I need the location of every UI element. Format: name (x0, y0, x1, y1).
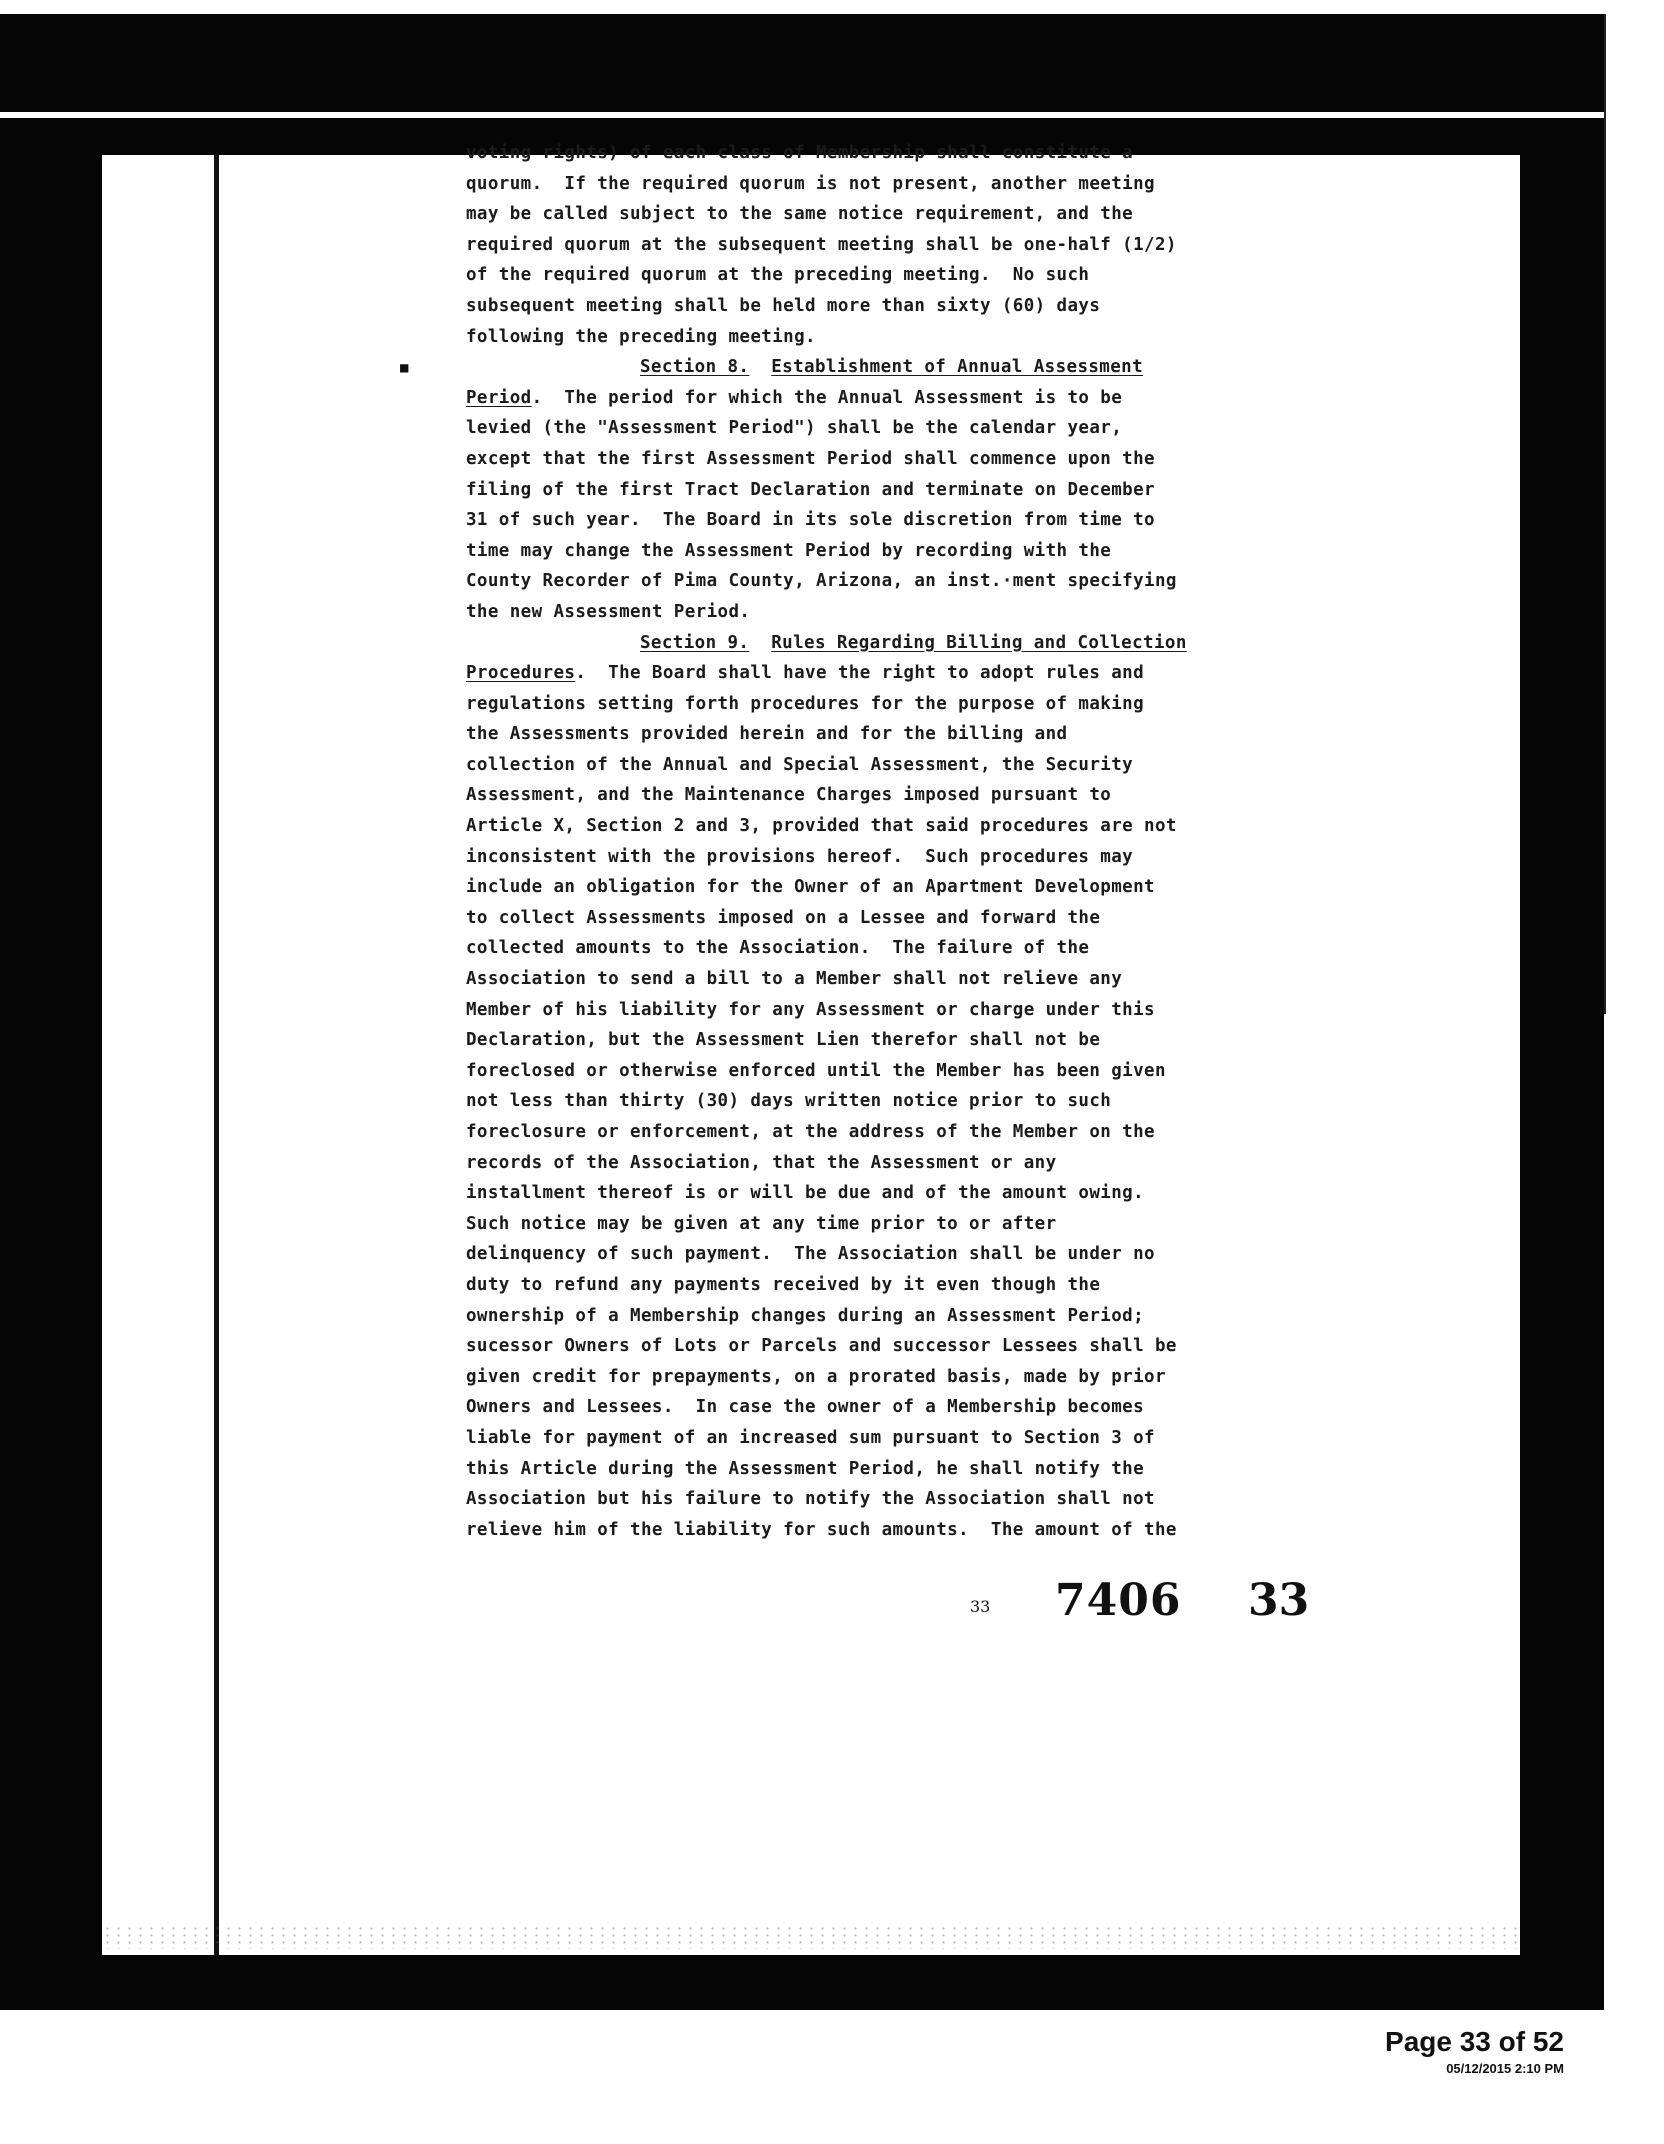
text-line: collected amounts to the Association. The failure of the (466, 938, 1090, 959)
scan-edge-tab (1604, 14, 1640, 1014)
text-line: records of the Association, that the Assessment or any (466, 1152, 1057, 1173)
section-9-first-line (466, 658, 1386, 689)
text-line: Declaration, but the Assessment Lien therefor shall not be (466, 1030, 1101, 1051)
text-line: Article X, Section 2 and 3, provided that said procedures are not (466, 816, 1177, 837)
text-line: to collect Assessments imposed on a Lessee and forward the (466, 907, 1101, 928)
page-number-small: 33 (970, 1597, 991, 1616)
scan-top-gap (0, 112, 1604, 118)
text-line: ownership of a Membership changes during an Assessment Period; (466, 1305, 1145, 1326)
section-9-first-text: . The Board shall have the right to adopt rules and (575, 663, 1145, 684)
text-line: levied (the "Assessment Period") shall be the calendar year, (466, 418, 1123, 439)
text-line: County Recorder of Pima County, Arizona, an inst.·ment specifying (466, 571, 1177, 592)
text-line: installment thereof is or will be due and of the amount owing. (466, 1183, 1145, 1204)
text-line: foreclosed or otherwise enforced until the Member has been given (466, 1060, 1166, 1081)
text-line: quorum. If the required quorum is not present, another meeting (466, 173, 1155, 194)
text-line: liable for payment of an increased sum pursuant to Section 3 of (466, 1427, 1155, 1448)
text-line: filing of the first Tract Declaration and terminate on December (466, 479, 1155, 500)
text-line: relieve him of the liability for such amounts. The amount of the (466, 1519, 1177, 1540)
section-9-number: Section 9. (640, 632, 750, 653)
text-line: 31 of such year. The Board in its sole discretion from time to (466, 510, 1155, 531)
section-9-heading (466, 628, 1386, 659)
margin-mark: ■ (400, 360, 409, 376)
page-counter: Page 33 of 52 (1385, 2026, 1564, 2057)
section-9-title: Rules Regarding Billing and Collection (771, 632, 1187, 653)
text-line: the new Assessment Period. (466, 601, 751, 622)
recording-number: 7406 (1055, 1575, 1182, 1626)
section-8-title-cont: Period (466, 387, 532, 408)
text-line: delinquency of such payment. The Association shall be under no (466, 1244, 1155, 1265)
text-line: required quorum at the subsequent meeting shall be one-half (1/2) (466, 234, 1177, 255)
text-line: sucessor Owners of Lots or Parcels and successor Lessees shall be (466, 1336, 1177, 1357)
text-line: regulations setting forth procedures for the purpose of making (466, 693, 1145, 714)
text-line: given credit for prepayments, on a prorated basis, made by prior (466, 1366, 1166, 1387)
text-line: voting rights) of each class of Membership shall constitute a (466, 143, 1134, 163)
text-line: of the required quorum at the preceding meeting. No such (466, 265, 1090, 286)
binder-line (214, 155, 219, 1955)
text-line: inconsistent with the provisions hereof. Such procedures may (466, 846, 1134, 867)
document-body (466, 138, 1386, 1545)
text-line: duty to refund any payments received by it even though the (466, 1274, 1101, 1295)
text-line: subsequent meeting shall be held more than sixty (60) days (466, 295, 1101, 316)
text-line: the Assessments provided herein and for the billing and (466, 724, 1068, 745)
recording-page-number (970, 1575, 1390, 1635)
scan-noise (102, 1925, 1520, 1949)
section-8-first-line (466, 383, 1386, 414)
text-line: Member of his liability for any Assessment or charge under this (466, 999, 1155, 1020)
page-number-large: 33 (1248, 1575, 1310, 1626)
section-8-first-text: . The period for which the Annual Assessment is to be (531, 387, 1123, 408)
section-8-number: Section 8. (640, 357, 750, 378)
text-line: not less than thirty (30) days written notice prior to such (466, 1091, 1112, 1112)
print-timestamp: 05/12/2015 2:10 PM (1446, 2061, 1564, 2076)
text-line: following the preceding meeting. (466, 326, 816, 347)
text-line: include an obligation for the Owner of an Apartment Development (466, 877, 1155, 898)
text-line: Such notice may be given at any time prior to or after (466, 1213, 1057, 1234)
text-line: Owners and Lessees. In case the owner of a Membership becomes (466, 1397, 1145, 1418)
text-line: Assessment, and the Maintenance Charges imposed pursuant to (466, 785, 1112, 806)
text-line: may be called subject to the same notice requirement, and the (466, 204, 1134, 225)
section-8-title: Establishment of Annual Assessment (771, 357, 1144, 378)
section-9-title-cont: Procedures (466, 663, 576, 684)
text-line: Association but his failure to notify the Association shall not (466, 1489, 1155, 1510)
text-line: Association to send a bill to a Member shall not relieve any (466, 969, 1123, 990)
text-line: foreclosure or enforcement, at the address of the Member on the (466, 1122, 1155, 1142)
text-line: this Article during the Assessment Period, he shall notify the (466, 1458, 1145, 1479)
text-line: time may change the Assessment Period by recording with the (466, 540, 1112, 561)
text-line: collection of the Annual and Special Assessment, the Security (466, 754, 1134, 775)
text-line: except that the first Assessment Period shall commence upon the (466, 448, 1155, 469)
section-8-heading (466, 352, 1386, 383)
